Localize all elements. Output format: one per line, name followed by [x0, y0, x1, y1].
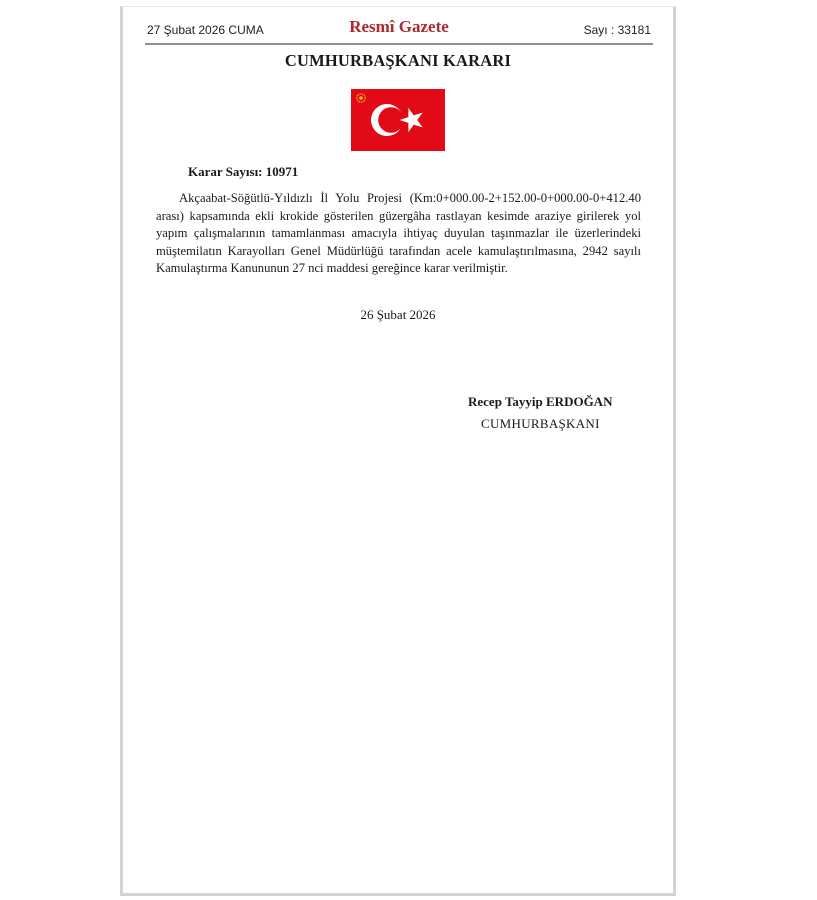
gazette-header: [145, 13, 653, 45]
decision-body: Akçaabat-Söğütlü-Yıldızlı İl Yolu Projesi (Km:0+000.00-2+152.00-0+000.00-0+412.40 arası) kapsamında ekli krokide gösterilen güzergâha rastlayan kesimde araziye girilerek yol yapım çalışmalarının tamamlanması amacıyla ihtiyaç duyulan taşınmazlar ile üzerlerindeki müştemilatın Karayolları Genel Müdürlüğü tarafından acele kamulaştırılmasına, 2942 sayılı Kamulaştırma Kanununun 27 nci maddesi gereğince karar verilmiştir.: [156, 191, 641, 276]
signatory-title: CUMHURBAŞKANI: [481, 416, 600, 431]
decision-date: 26 Şubat 2026: [360, 307, 436, 322]
issue-number: Sayı : 33181: [583, 23, 651, 37]
gazette-title: Resmî Gazete: [349, 17, 449, 36]
signatory-name: Recep Tayyip ERDOĞAN: [468, 394, 613, 409]
decision-number: Karar Sayısı: 10971: [188, 164, 299, 179]
header-date: 27 Şubat 2026 CUMA: [147, 23, 264, 37]
gazette-page: [120, 6, 676, 896]
document-title: CUMHURBAŞKANI KARARI: [284, 51, 512, 70]
turkish-flag-icon: [351, 89, 445, 151]
